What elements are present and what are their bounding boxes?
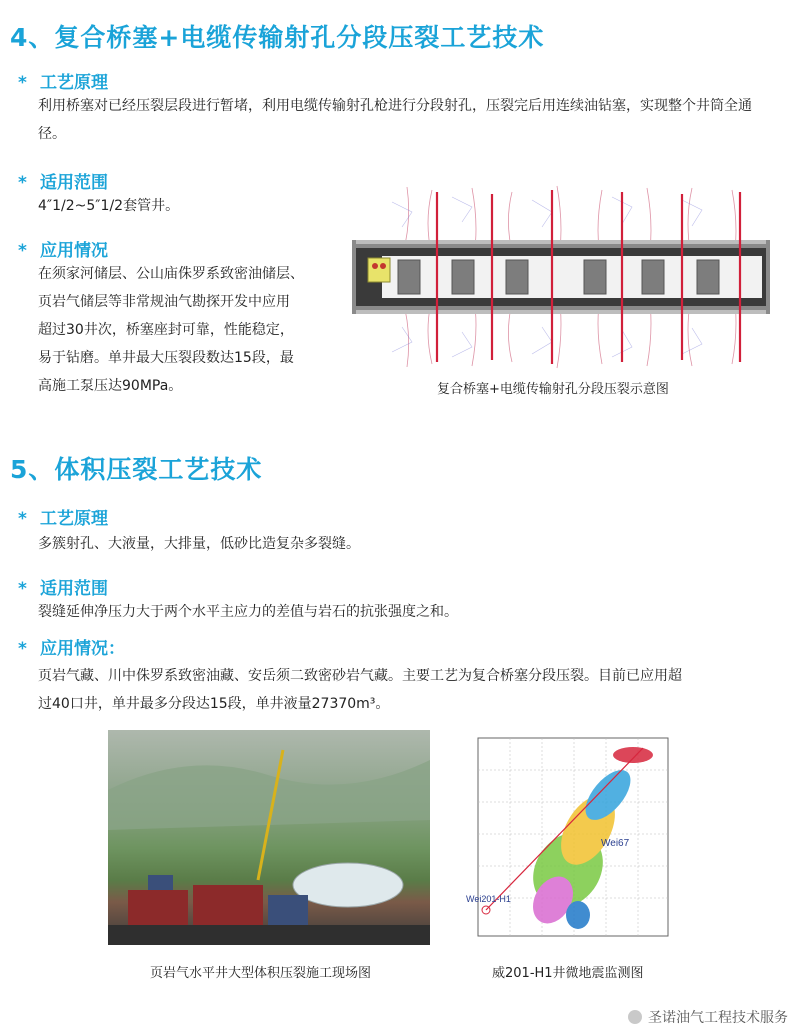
section5-title: 5、体积压裂工艺技术 xyxy=(10,455,263,484)
photo-caption: 页岩气水平井大型体积压裂施工现场图 xyxy=(150,966,372,981)
watermark: 圣诺油气工程技术服务 xyxy=(628,1007,788,1027)
microseismic-map xyxy=(458,730,680,952)
application-line: 超过30井次，桥塞座封可靠，性能稳定， xyxy=(38,322,294,338)
application-line: 页岩气储层等非常规油气勘探开发中应用 xyxy=(38,294,290,310)
section4-figure-caption: 复合桥塞+电缆传输射孔分段压裂示意图 xyxy=(437,382,669,397)
section5-principle-heading: * 工艺原理 xyxy=(18,509,108,529)
section5-application-heading: * 应用情况： xyxy=(18,639,125,659)
section4-scope-heading: * 适用范围 xyxy=(18,173,108,193)
well-b-label: Wei201-H1 xyxy=(466,894,511,904)
section4-title: 4、复合桥塞+电缆传输射孔分段压裂工艺技术 xyxy=(10,23,545,52)
section4-application-text xyxy=(38,260,378,400)
section4-principle-text: 利用桥塞对已经压裂层段进行暂堵，利用电缆传输射孔枪进行分段射孔，压裂完后用连续油钻塞，实现整个井筒全通径。 xyxy=(38,98,752,142)
section4-scope-text: 4″1/2~5″1/2套管井。 xyxy=(38,198,180,214)
fracturing-site-photo xyxy=(108,730,430,945)
application-line: 易于钻磨。单井最大压裂段数达15段，最 xyxy=(38,350,294,366)
wechat-icon xyxy=(628,1010,642,1024)
section5-scope-heading: * 适用范围 xyxy=(18,579,108,599)
application-line: 在须家河储层、公山庙侏罗系致密油储层、 xyxy=(38,266,304,282)
star-bullet: * xyxy=(18,73,27,93)
section4-application-heading: * 应用情况 xyxy=(18,241,108,261)
section5-scope-text: 裂缝延伸净压力大于两个水平主应力的差值与岩石的抗张强度之和。 xyxy=(38,604,458,620)
wellbore-diagram xyxy=(352,182,772,372)
section5-application-line1: 页岩气藏、川中侏罗系致密油藏、安岳须二致密砂岩气藏。主要工艺为复合桥塞分段压裂。目前已应用超 xyxy=(38,668,682,684)
section4-principle-heading: * 工艺原理 xyxy=(18,73,108,93)
map-caption: 威201-H1井微地震监测图 xyxy=(492,966,644,981)
section5-principle-text: 多簇射孔、大液量，大排量，低砂比造复杂多裂缝。 xyxy=(38,536,360,552)
application-line: 高施工泵压达90MPa。 xyxy=(38,378,183,394)
section5-application-line2: 过40口井，单井最多分段达15段，单井液量27370m³。 xyxy=(38,696,390,712)
well-a-label: Wei67 xyxy=(601,838,630,849)
